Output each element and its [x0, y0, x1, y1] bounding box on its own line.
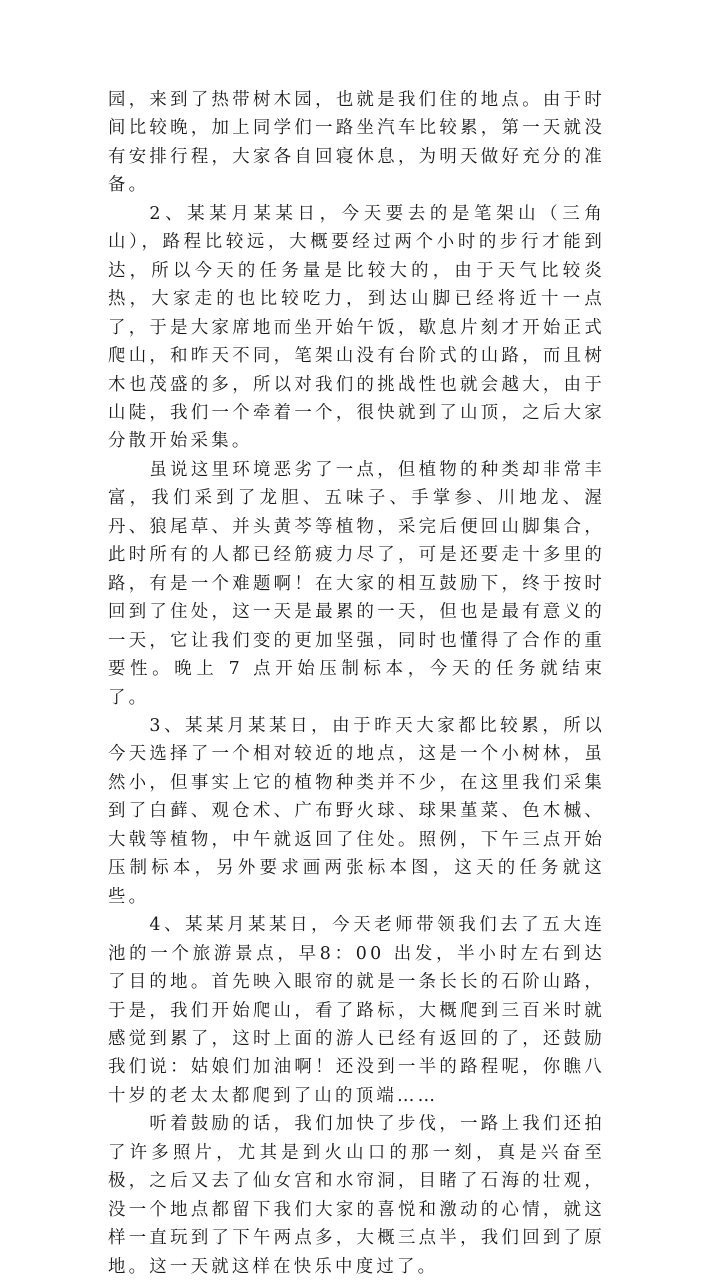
document-page — [108, 86, 605, 1281]
paragraph-day4-continued: 听着鼓励的话，我们加快了步伐，一路上我们还拍了许多照片，尤其是到火山口的那一刻，真是兴奋至极，之后又去了仙女宫和水帘洞，目睹了石海的壮观，没一个地点都留下我们大家的喜悦和激动的心情，就这样一直玩到了下午两点多，大概三点半，我们回到了原地。这一天就这样在快乐中度过了。 — [108, 1114, 605, 1277]
paragraph-day2: 2、某某月某某日，今天要去的是笔架山（三角山），路程比较远，大概要经过两个小时的步行才能到达，所以今天的任务量是比较大的，由于天气比较炎热，大家走的也比较吃力，到达山脚已经将近十一点了，于是大家席地而坐开始午饭，歇息片刻才开始正式爬山，和昨天不同，笔架山没有台阶式的山路，而且树木也茂盛的多，所以对我们的挑战性也就会越大，由于山陡，我们一个牵着一个，很快就到了山顶，之后大家分散开始采集。 — [108, 203, 605, 452]
paragraph-day3: 3、某某月某某日，由于昨天大家都比较累，所以今天选择了一个相对较近的地点，这是一个小树林，虽然小，但事实上它的植物种类并不少，在这里我们采集到了白藓、观仓术、广布野火球、球果堇菜、色木槭、大戟等植物，中午就返回了住处。照例，下午三点开始压制标本，另外要求画两张标本图，这天的任务就这些。 — [108, 715, 605, 907]
paragraph-day4: 4、某某月某某日，今天老师带领我们去了五大连池的一个旅游景点，早8：00 出发，半小时左右到达了目的地。首先映入眼帘的就是一条长长的石阶山路，于是，我们开始爬山，看了路标，大概爬到三百米时就感觉到累了，这时上面的游人已经有返回的了，还鼓励我们说：姑娘们加油啊！还没到一半的路程呢，你瞧八十岁的老太太都爬到了山的顶端…… — [108, 915, 605, 1106]
paragraph-day1-continuation: 园，来到了热带树木园，也就是我们住的地点。由于时间比较晚，加上同学们一路坐汽车比较累，第一天就没有安排行程，大家各自回寝休息，为明天做好充分的准备。 — [108, 90, 605, 196]
paragraph-day2-plants: 虽说这里环境恶劣了一点，但植物的种类却非常丰富，我们采到了龙胆、五味子、手掌参、川地龙、渥丹、狼尾草、并头黄芩等植物，采完后便回山脚集合，此时所有的人都已经筋疲力尽了，可是还要走十多里的路，有是一个难题啊！在大家的相互鼓励下，终于按时回到了住处，这一天是最累的一天，但也是最有意义的一天，它让我们变的更加坚强，同时也懂得了合作的重要性。晚上 7 点开始压制标本，今天的任务就结束了。 — [108, 459, 605, 708]
